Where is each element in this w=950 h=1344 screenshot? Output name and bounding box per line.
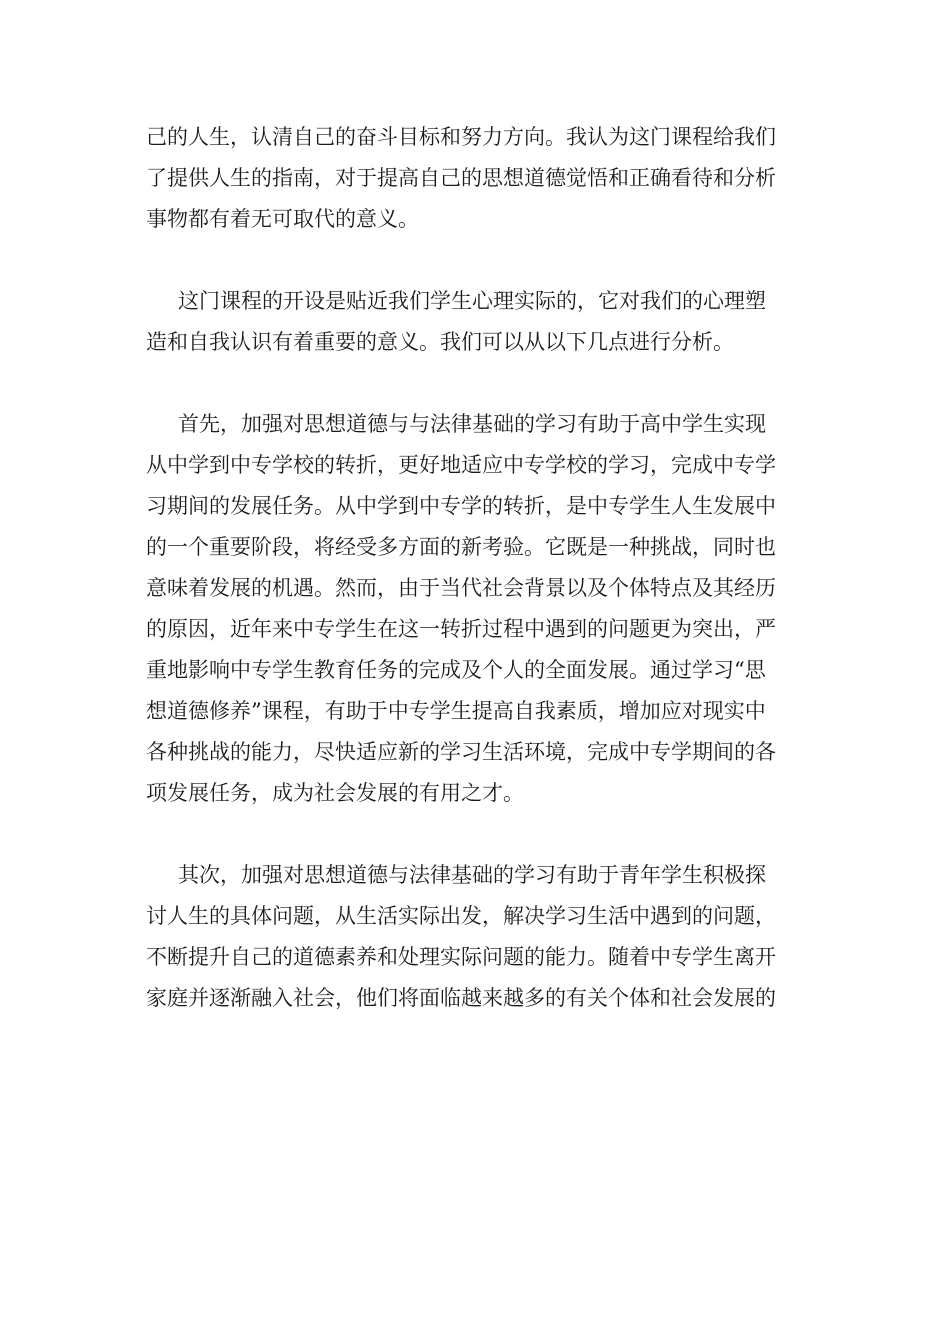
- paragraph-3: [146, 404, 811, 814]
- text-line: 重地影响中专学生教育任务的完成及个人的全面发展。通过学习“思: [146, 658, 766, 682]
- text-line: 不断提升自己的道德素养和处理实际问题的能力。随着中专学生离开: [146, 945, 776, 969]
- text-line: 意味着发展的机遇。然而，由于当代社会背景以及个体特点及其经历: [146, 576, 776, 600]
- text-line: 了提供人生的指南，对于提高自己的思想道德觉悟和正确看待和分析: [146, 166, 776, 190]
- text-line: 家庭并逐渐融入社会，他们将面临越来越多的有关个体和社会发展的: [146, 986, 776, 1010]
- text-line: 各种挑战的能力，尽快适应新的学习生活环境，完成中专学期间的各: [146, 740, 776, 764]
- text-line: 想道德修养”课程，有助于中专学生提高自我素质，增加应对现实中: [146, 699, 766, 723]
- text-line: 从中学到中专学校的转折，更好地适应中专学校的学习，完成中专学: [146, 453, 776, 477]
- document-body: [146, 117, 811, 1019]
- text-line: 的一个重要阶段，将经受多方面的新考验。它既是一种挑战，同时也: [146, 535, 776, 559]
- text-line: 讨人生的具体问题，从生活实际出发，解决学习生活中遇到的问题，: [146, 904, 776, 928]
- text-line: 首先，加强对思想道德与与法律基础的学习有助于高中学生实现: [178, 412, 766, 436]
- text-line: 其次，加强对思想道德与法律基础的学习有助于青年学生积极探: [178, 863, 766, 887]
- text-line: 造和自我认识有着重要的意义。我们可以从以下几点进行分析。: [146, 330, 734, 354]
- text-line: 这门课程的开设是贴近我们学生心理实际的，它对我们的心理塑: [178, 289, 766, 313]
- paragraph-2: [146, 281, 811, 363]
- text-line: 项发展任务，成为社会发展的有用之才。: [146, 781, 524, 805]
- paragraph-1: [146, 117, 811, 240]
- text-line: 事物都有着无可取代的意义。: [146, 207, 419, 231]
- text-line: 习期间的发展任务。从中学到中专学的转折，是中专学生人生发展中: [146, 494, 776, 518]
- paragraph-4: [146, 855, 811, 1019]
- text-line: 己的人生，认清自己的奋斗目标和努力方向。我认为这门课程给我们: [146, 125, 776, 149]
- text-line: 的原因，近年来中专学生在这一转折过程中遇到的问题更为突出，严: [146, 617, 776, 641]
